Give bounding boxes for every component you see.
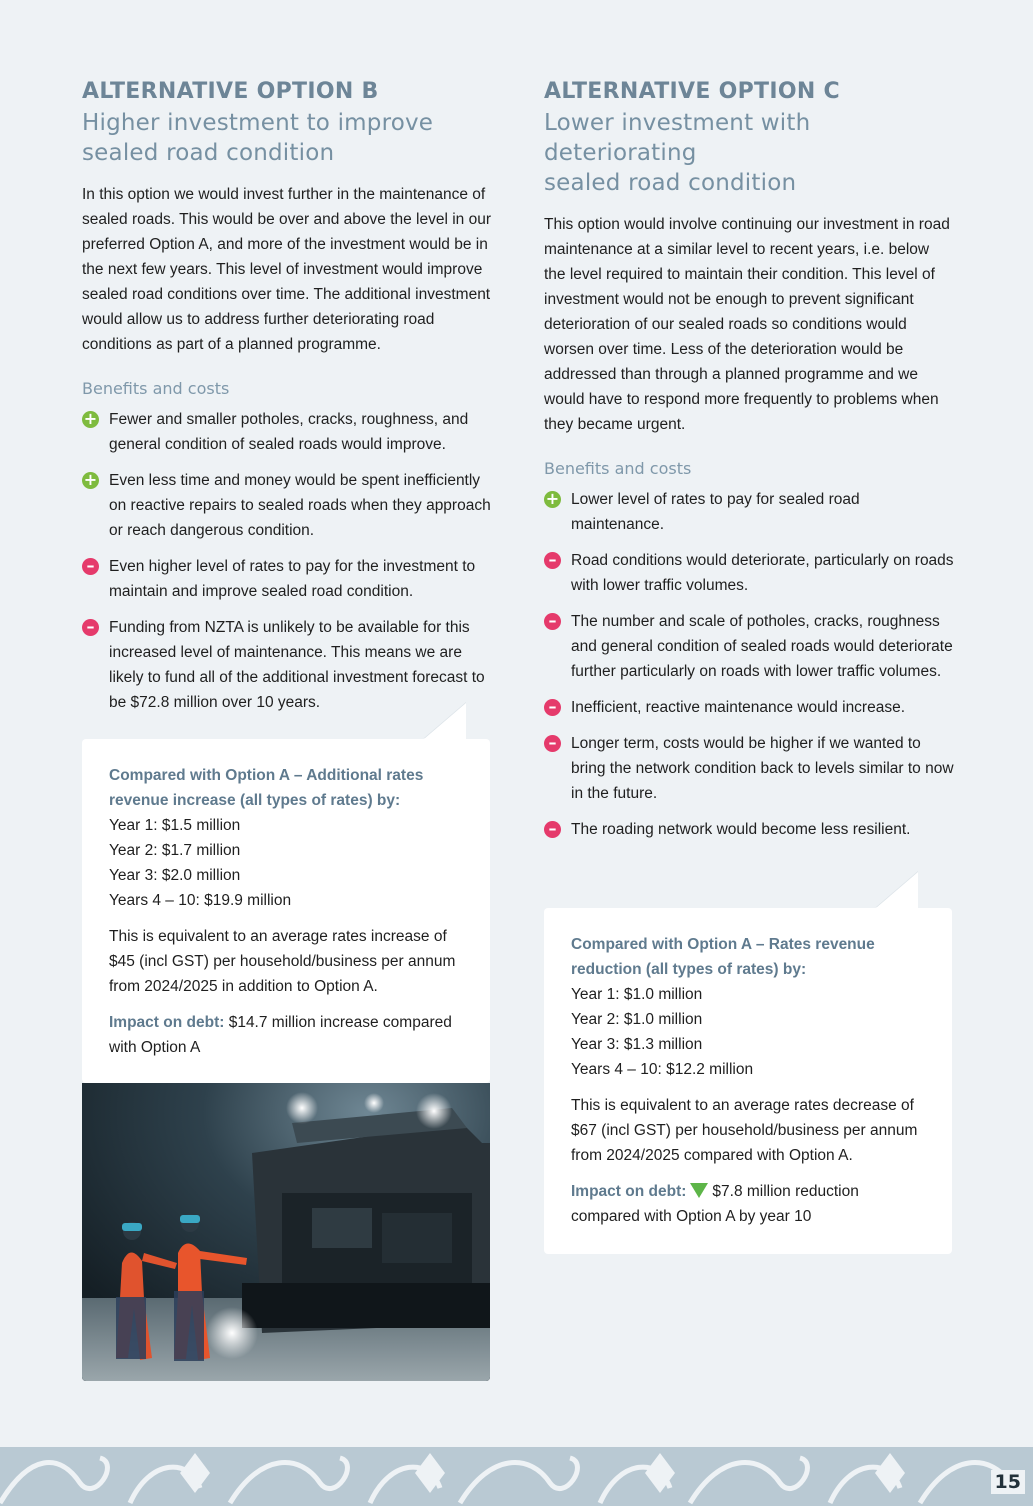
list-item-text: Longer term, costs would be higher if we wanted to bring the network condition back to levels similar to now in the future. xyxy=(571,735,954,802)
debt-label: Impact on debt: xyxy=(109,1014,225,1031)
debt-text: $7.8 million reduction compared with Option A by year 10 xyxy=(571,1183,859,1225)
footer-pattern xyxy=(0,1443,1033,1506)
plus-icon: + xyxy=(83,470,98,489)
option-c-year1: Year 1: $1.0 million xyxy=(571,986,703,1003)
option-b-title xyxy=(82,108,492,168)
down-arrow-icon xyxy=(690,1183,708,1198)
option-c-years4-10: Years 4 – 10: $12.2 million xyxy=(571,1061,754,1078)
option-c-year2: Year 2: $1.0 million xyxy=(571,1011,703,1028)
callout-tab xyxy=(424,703,466,739)
option-c-box-heading: Compared with Option A – Rates revenue reduction (all types of rates) by: xyxy=(571,936,875,978)
option-b-benefits-heading: Benefits and costs xyxy=(82,379,230,398)
option-b-label: ALTERNATIVE OPTION B xyxy=(82,79,379,104)
option-b-comparison-box xyxy=(82,739,490,1083)
option-b-box-heading: Compared with Option A – Additional rates revenue increase (all types of rates) by: xyxy=(109,767,424,809)
list-item-text: The number and scale of potholes, cracks, roughness and general condition of sealed roads would deteriorate further particularly on roads with lower traffic volumes. xyxy=(571,613,953,680)
option-c-title xyxy=(544,108,954,198)
debt-text: $14.7 million increase compared with Option A xyxy=(109,1014,452,1056)
minus-icon: – xyxy=(544,699,561,716)
list-item xyxy=(544,548,954,598)
option-b-years4-10: Years 4 – 10: $19.9 million xyxy=(109,892,292,909)
minus-icon: – xyxy=(544,821,561,838)
option-b-title-line1: Higher investment to improve xyxy=(82,110,434,136)
option-c-intro: This option would involve continuing our investment in road maintenance at a similar level to recent years, i.e. below the level required to maintain their condition. This level of investment would not be enough to prevent significant deterioration of our sealed roads so conditions would worsen over time. Less of the deterioration would be addressed than through a planned programme and we would have to respond more frequently to problems when they became urgent. xyxy=(544,216,950,433)
list-item xyxy=(82,554,492,604)
plus-icon: + xyxy=(545,489,560,508)
option-b-equivalent: This is equivalent to an average rates increase of $45 (incl GST) per household/business per annum from 2024/2025 in addition to Option A. xyxy=(109,928,456,995)
option-b-column xyxy=(82,78,492,726)
minus-icon: – xyxy=(544,613,561,630)
list-item-text: The roading network would become less resilient. xyxy=(571,821,911,838)
plus-icon: + xyxy=(83,409,98,428)
option-b-debt xyxy=(109,1010,463,1060)
option-b-intro: In this option we would invest further in the maintenance of sealed roads. This would be over and above the level in our preferred Option A, and more of the investment would be in the next few years. This level of investment would improve sealed road conditions over time. The additional investment would allow us to address further deteriorating road conditions as part of a planned programme. xyxy=(82,186,492,353)
list-item xyxy=(544,609,954,684)
option-c-label: ALTERNATIVE OPTION C xyxy=(544,79,840,104)
list-item xyxy=(82,407,492,457)
list-item xyxy=(544,487,954,537)
minus-icon: – xyxy=(544,552,561,569)
option-c-comparison-box xyxy=(544,908,952,1254)
list-item-text: Even higher level of rates to pay for the investment to maintain and improve sealed road condition. xyxy=(109,558,476,600)
debt-label: Impact on debt: xyxy=(571,1183,687,1200)
option-b-benefits-list xyxy=(82,407,492,715)
list-item-text: Funding from NZTA is unlikely to be available for this increased level of maintenance. This means we are likely to fund all of the additional investment forecast to be $72.8 million over 10 years. xyxy=(109,619,485,711)
option-c-debt xyxy=(571,1179,925,1229)
option-b-year2: Year 2: $1.7 million xyxy=(109,842,241,859)
option-b-title-line2: sealed road condition xyxy=(82,140,335,166)
minus-icon: – xyxy=(544,735,561,752)
minus-icon: – xyxy=(82,619,99,636)
list-item xyxy=(544,695,954,720)
minus-icon: – xyxy=(82,558,99,575)
list-item xyxy=(544,731,954,806)
option-c-benefits-list xyxy=(544,487,954,842)
option-c-year3: Year 3: $1.3 million xyxy=(571,1036,703,1053)
road-works-photo xyxy=(82,1083,490,1381)
list-item-text: Lower level of rates to pay for sealed road maintenance. xyxy=(571,491,860,533)
koru-pattern xyxy=(0,1443,1033,1506)
list-item xyxy=(82,468,492,543)
road-works-illustration xyxy=(82,1083,490,1381)
page-number: 15 xyxy=(991,1470,1025,1494)
option-b-year1: Year 1: $1.5 million xyxy=(109,817,241,834)
option-c-column xyxy=(544,78,954,853)
option-c-title-line1: Lower investment with deteriorating xyxy=(544,110,811,166)
list-item-text: Inefficient, reactive maintenance would increase. xyxy=(571,699,906,716)
option-b-year3: Year 3: $2.0 million xyxy=(109,867,241,884)
list-item-text: Fewer and smaller potholes, cracks, roughness, and general condition of sealed roads would improve. xyxy=(109,411,469,453)
option-c-equivalent: This is equivalent to an average rates decrease of $67 (incl GST) per household/business per annum from 2024/2025 compared with Option A. xyxy=(571,1097,918,1164)
list-item xyxy=(544,817,954,842)
list-item-text: Even less time and money would be spent inefficiently on reactive repairs to sealed roads when they approach or reach dangerous condition. xyxy=(109,472,491,539)
option-c-benefits-heading: Benefits and costs xyxy=(544,459,692,478)
callout-tab xyxy=(876,872,918,908)
list-item xyxy=(82,615,492,715)
option-c-title-line2: sealed road condition xyxy=(544,170,797,196)
list-item-text: Road conditions would deteriorate, particularly on roads with lower traffic volumes. xyxy=(571,552,954,594)
